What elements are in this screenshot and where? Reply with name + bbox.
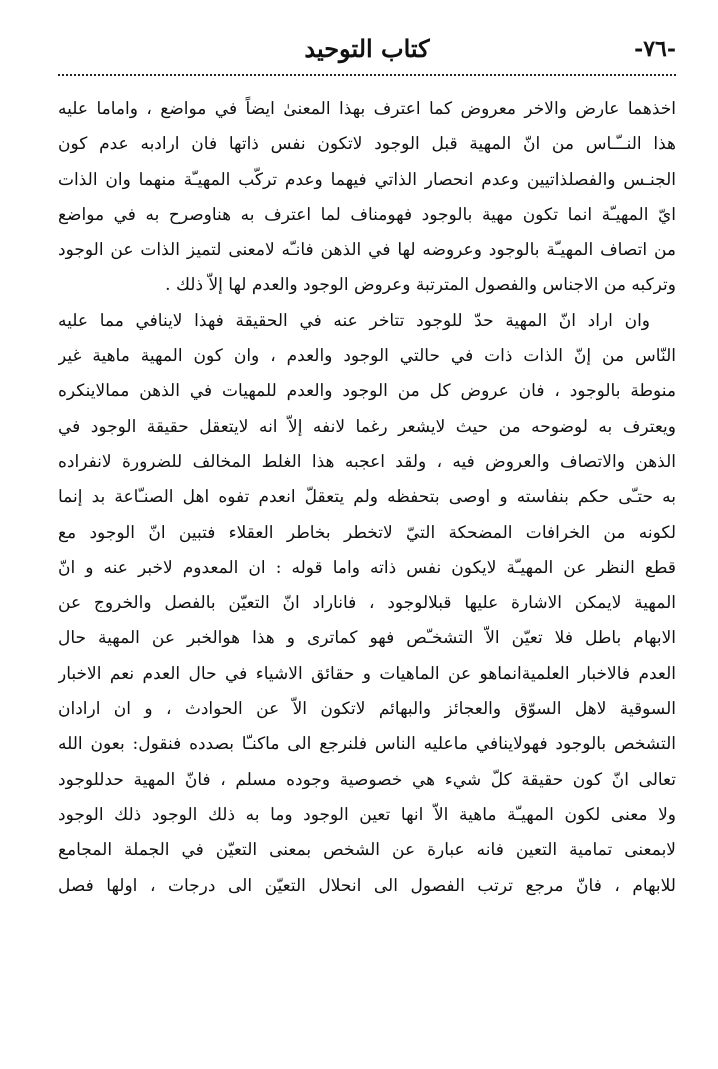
text-line: لابمعنى تمامية التعين فانه عبارة عن الشخص بمعنى التعيّن في الجملة المجامع: [58, 840, 676, 861]
text-line: السوقية لاهل السوّق والعجائز والبهائم لاتكون الاّ عن الحوادث ، و ان ارادان: [58, 699, 676, 720]
text-line: لكونه من الخرافات المضحكة التيّ لاتخطر بخاطر العقلاء فتبين انّ الوجود مع: [58, 522, 676, 543]
text-line: به حتـّى حكم بنفاسته و اوصى بتحفظه ولم يتعقلّ انعدم تفوه اهل الصنـّاعة بد إنما: [58, 487, 676, 508]
text-line: تعالى انّ كون حقيقة كلّ شيء هي خصوصية وجوده مسلم ، فانّ المهية حدللوجود: [58, 769, 676, 790]
text-line: منوطة بالوجود ، فان عروض كل من الوجود والعدم للمهيات في الذهن ممالاينكره: [58, 381, 676, 402]
text-line: العدم فالاخبار العلميةانماهو عن الماهيات و حقائق الاشياء في حال العدم نعم الاخبار: [58, 663, 676, 684]
text-line: المهية لايمكن الاشارة عليها قبلالوجود ، فاناراد انّ التعيّن بالفصل والخروج عن: [58, 593, 676, 614]
text-line: التشخص بالوجود فهولاينافي ماعليه الناس فلنرجع الى ماكنـّا بصدده فنقول: بعون الله: [58, 734, 676, 755]
text-line: هذا النــّـاس من انّ المهية قبل الوجود لاتكون نفس ذاتها فان ارادبه عدم كون: [58, 134, 676, 155]
text-line: وتركبه من الاجناس والفصول المترتبة وعروض الوجود والعدم لها إلاّ ذلك .: [165, 275, 676, 296]
text-line: ولا معنى لكون المهيـّة ماهية الاّ انها تعين الوجود وما به ذلك الوجود ذلك الوجود: [58, 804, 676, 825]
text-line: النّاس من إنّ الذات ذات في حالتي الوجود والعدم ، وان كون المهية ماهية غير: [58, 346, 676, 367]
body-text: [58, 92, 676, 904]
text-line: من اتصاف المهيـّة بالوجود وعروضه لها في الذهن فانـّه لامعنى لتميز الذات عن الوجود: [58, 240, 676, 261]
page-number: -٧٦-: [634, 36, 676, 62]
text-line: الذهن والاتصاف والعروض فيه ، ولقد اعجبه هذا الغلط المخالف للضرورة لانفراده: [58, 451, 676, 472]
header-dotted-rule: [58, 74, 676, 76]
paragraph-2: [58, 304, 676, 904]
text-line: اخذهما عارض والاخر معروض كما اعترف بهذا المعنىٰ ايضاً في مواضع ، واماما عليه: [58, 99, 676, 119]
text-line: قطع النظر عن المهيـّة لايكون نفس ذاته واما قوله : ان المعدوم لاخبر عنه و انّ: [58, 557, 676, 578]
text-line: الجنـس والفصلذاتيين وعدم انحصار الذاتي فيهما وعدم تركّب المهيـّة منهما وان الذات: [58, 169, 676, 190]
text-line: ايّ المهيـّة انما تكون مهية بالوجود فهومناف لما اعترف به هناوصرح به في مواضع: [58, 204, 676, 225]
paragraph-1: [58, 92, 676, 304]
text-line: للابهام ، فانّ مرجع ترتب الفصول الى انحلال التعيّن الى درجات ، اولها فصل: [58, 875, 676, 896]
page-header: [58, 28, 676, 76]
text-line: وان اراد انّ المهية حدّ للوجود تتاخر عنه في الحقيقة فهذا لاينافي مما عليه: [58, 310, 650, 331]
text-line: الابهام باطل فلا تعيّن الاّ التشخـّص فهو كماترى و هذا هوالخبر عن المهية حال: [58, 628, 676, 649]
text-line: ويعترف به لوضوحه من حيث لايشعر رغما لانفه إلاّ انه لايتعقل حقيقة الوجود في: [58, 416, 676, 437]
running-title: كتاب التوحيد: [304, 34, 430, 63]
